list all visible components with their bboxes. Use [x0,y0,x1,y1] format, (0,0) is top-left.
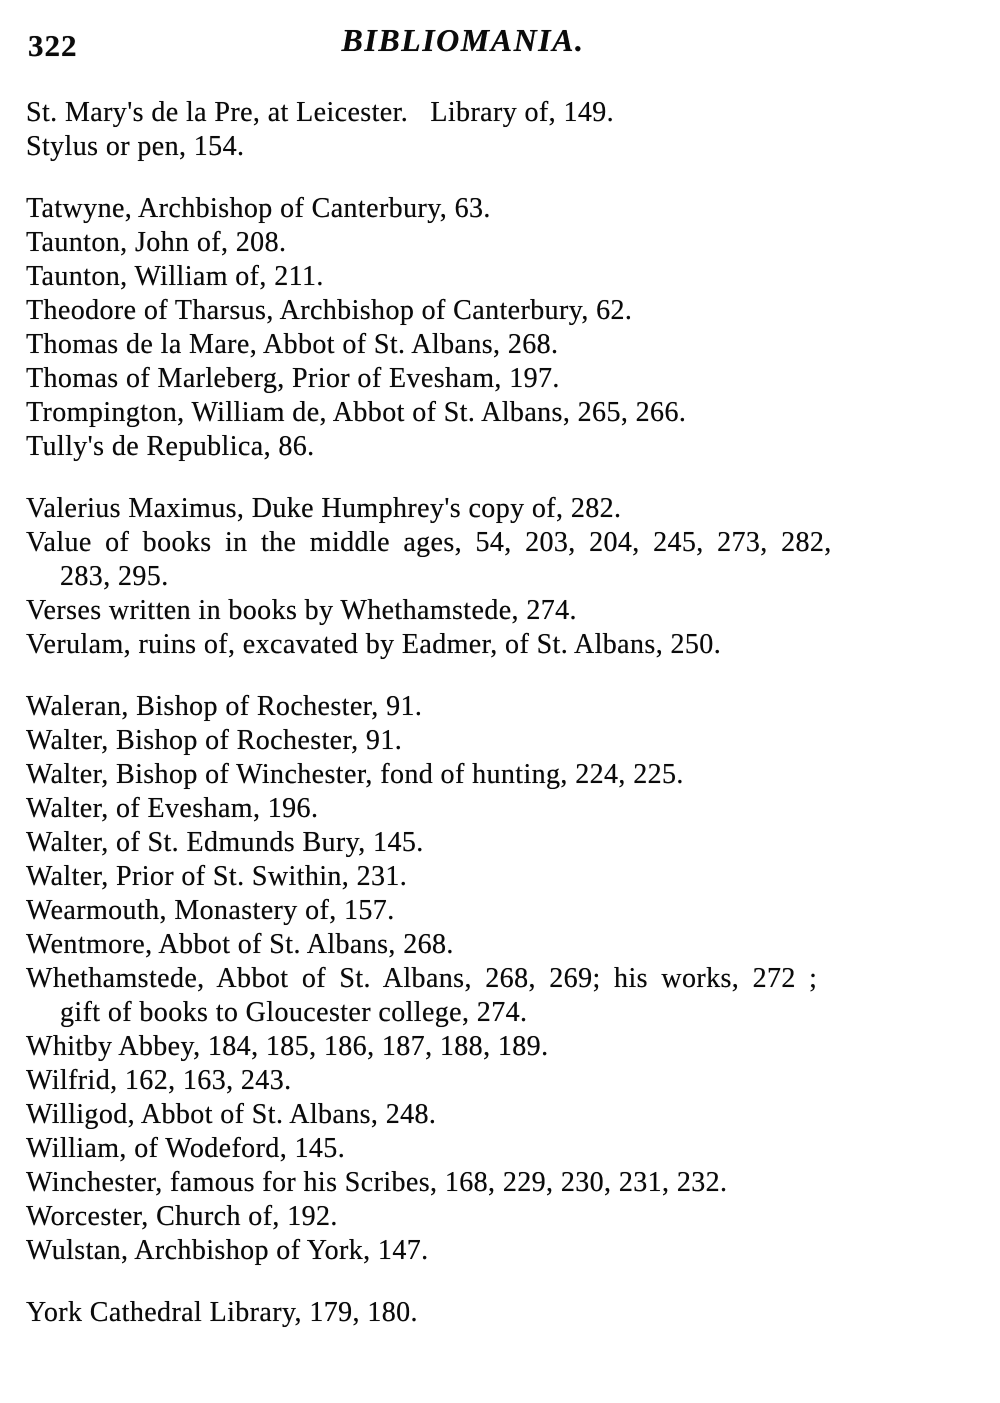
index-entry-line: Whethamstede, Abbot of St. Albans, 268, 269; his works, 272 ; [26,963,818,994]
index-entry-line: Wentmore, Abbot of St. Albans, 268. [26,929,454,960]
index-entry-line: Theodore of Tharsus, Archbishop of Canterbury, 62. [26,295,633,326]
index-entry-line: Stylus or pen, 154. [26,131,245,162]
index-entry-line: Wearmouth, Monastery of, 157. [26,895,395,926]
index-entry-line: Wilfrid, 162, 163, 243. [26,1065,292,1096]
index-entry-line: Value of books in the middle ages, 54, 203, 204, 245, 273, 282, [26,527,832,558]
index-entry-line: Walter, of St. Edmunds Bury, 145. [26,827,424,858]
index-entry-line: Trompington, William de, Abbot of St. Albans, 265, 266. [26,397,687,428]
index-entry-line: Walter, Prior of St. Swithin, 231. [26,861,408,892]
index-entry-line: Tully's de Republica, 86. [26,431,315,462]
running-title: BIBLIOMANIA. [341,22,585,58]
index-entry-line: Wulstan, Archbishop of York, 147. [26,1235,429,1266]
index-entry-line: Walter, of Evesham, 196. [26,793,319,824]
index-entry-line: Verses written in books by Whethamstede, 274. [26,595,577,626]
index-entry-line: Valerius Maximus, Duke Humphrey's copy of, 282. [26,493,622,524]
index-entry-line: York Cathedral Library, 179, 180. [26,1297,418,1328]
index-list [26,96,980,1330]
index-entry-line: Taunton, William of, 211. [26,261,324,292]
index-entry-line: Walter, Bishop of Rochester, 91. [26,725,403,756]
index-entry-line: Walter, Bishop of Winchester, fond of hunting, 224, 225. [26,759,684,790]
index-entry-line: Thomas of Marleberg, Prior of Evesham, 197. [26,363,560,394]
index-entry-line: Taunton, John of, 208. [26,227,287,258]
index-entry-line: Thomas de la Mare, Abbot of St. Albans, 268. [26,329,559,360]
index-entry-line: Tatwyne, Archbishop of Canterbury, 63. [26,193,491,224]
page-header [26,22,980,68]
index-entry-line: 283, 295. [60,561,169,592]
page-number: 322 [28,28,78,63]
index-entry-line: Verulam, ruins of, excavated by Eadmer, of St. Albans, 250. [26,629,722,660]
index-entry-line: William, of Wodeford, 145. [26,1133,346,1164]
index-entry-line: gift of books to Gloucester college, 274. [60,997,528,1028]
index-entry-line: Worcester, Church of, 192. [26,1201,338,1232]
index-entry-line: Whitby Abbey, 184, 185, 186, 187, 188, 189. [26,1031,549,1062]
index-entry-line: Winchester, famous for his Scribes, 168, 229, 230, 231, 232. [26,1167,728,1198]
index-entry-line: Waleran, Bishop of Rochester, 91. [26,691,423,722]
index-entry-line: Willigod, Abbot of St. Albans, 248. [26,1099,437,1130]
index-entry-line: St. Mary's de la Pre, at Leicester. Library of, 149. [26,97,615,128]
